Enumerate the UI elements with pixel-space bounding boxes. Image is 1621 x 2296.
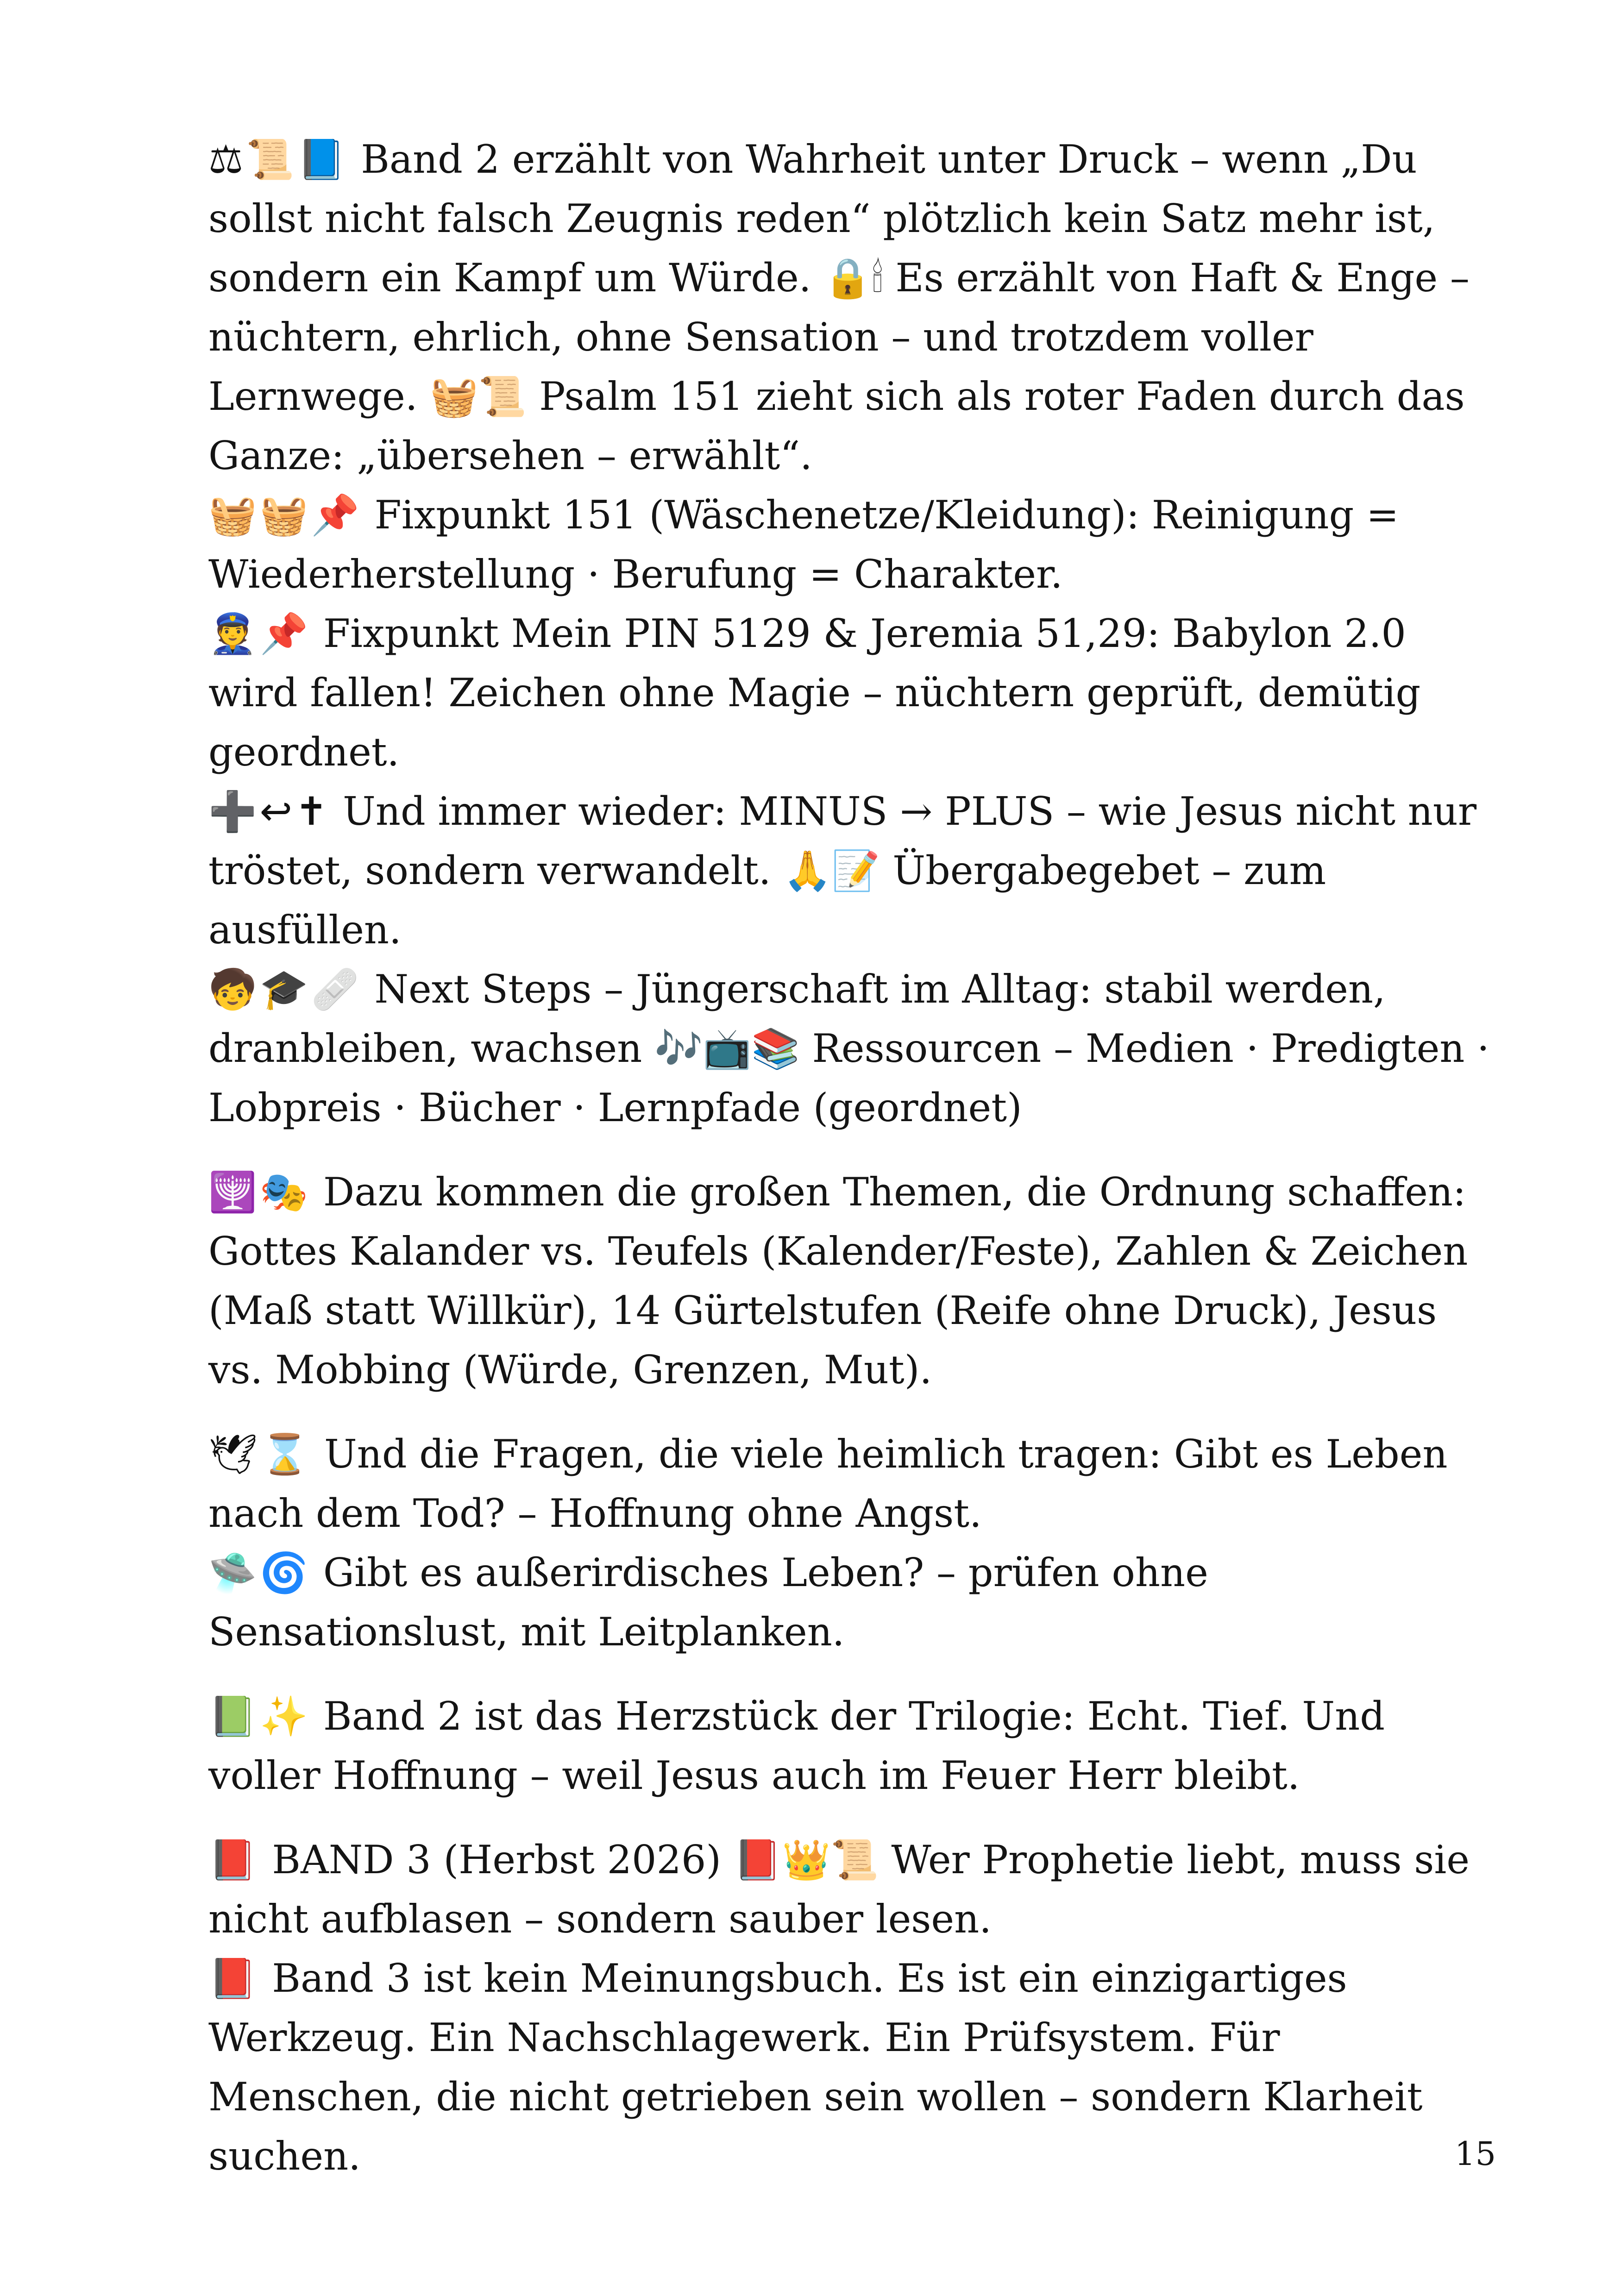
paragraph-text: Gibt es außerirdisches Leben? – prüfen ohne Sensationslust, mit Leitplanken.	[208, 1550, 1208, 1655]
paragraph-text: Band 3 ist kein Meinungsbuch. Es ist ein einzigartiges Werkzeug. Ein Nachschlagewerk. Ein Prüfsystem. Für Menschen, die nicht getrieben sein wollen – sondern Klarheit suchen.	[208, 1956, 1423, 2179]
paragraph-text: Next Steps – Jüngerschaft im Alltag: stabil werden, dranbleiben, wachsen 🎶📺📚 Ressourcen – Medien · Predigten · Lobpreis · Bücher · Lernpfade (geordnet)	[208, 966, 1489, 1130]
basket-pin-icons: 🧺🧺📌	[208, 492, 362, 538]
paragraph-text: Und die Fragen, die viele heimlich tragen: Gibt es Leben nach dem Tod? – Hoffnung ohne Angst.	[208, 1431, 1448, 1536]
paragraph-band3-intro	[208, 1830, 1496, 1949]
paragraph-text: Band 2 erzählt von Wahrheit unter Druck – wenn „Du sollst nicht falsch Zeugnis reden“ plötzlich kein Satz mehr ist, sondern ein Kampf um Würde. 🔒🕯 Es erzählt von Haft & Enge – nüchtern, ehrlich, ohne Sensation – und trotzdem voller Lernwege. 🧺📜 Psalm 151 zieht sich als roter Faden durch das Ganze: „übersehen – erwählt“.	[208, 137, 1470, 478]
paragraph-text: Fixpunkt 151 (Wäschenetze/Kleidung): Reinigung = Wiederherstellung · Berufung = Charakter.	[208, 492, 1399, 597]
page-number: 15	[1454, 2135, 1496, 2173]
page-content	[208, 130, 1496, 2186]
dove-hourglass-icons: 🕊⌛	[208, 1431, 312, 1477]
child-cap-bandage-icons: 🧒🎓🩹	[208, 966, 362, 1012]
menorah-masks-icons: 🕎🎭	[208, 1169, 311, 1215]
paragraph-fixpunkt-pin	[208, 604, 1496, 782]
paragraph-text: Und immer wieder: MINUS → PLUS – wie Jesus nicht nur tröstet, sondern verwandelt. 🙏📝 Übergabegebet – zum ausfüllen.	[208, 789, 1477, 953]
plus-return-cross-icons: ➕↩✝	[208, 789, 331, 834]
paragraph-text: Dazu kommen die großen Themen, die Ordnung schaffen: Gottes Kalander vs. Teufels (Kalender/Feste), Zahlen & Zeichen (Maß statt Willkür), 14 Gürtelstufen (Reife ohne Druck), Jesus vs. Mobbing (Würde, Grenzen, Mut).	[208, 1169, 1468, 1393]
paragraph-band3-werkzeug	[208, 1949, 1496, 2186]
paragraph-text: Band 2 ist das Herzstück der Trilogie: Echt. Tief. Und voller Hoffnung – weil Jesus auch im Feuer Herr bleibt.	[208, 1694, 1385, 1798]
scales-scroll-book-icons: ⚖📜📘	[208, 137, 349, 182]
ufo-spiral-icons: 🛸🌀	[208, 1550, 311, 1595]
paragraph-fixpunkt-151	[208, 485, 1496, 604]
paragraph-band2-intro	[208, 130, 1496, 485]
paragraph-herzstueck	[208, 1687, 1496, 1805]
book-sparkle-icons: 📗✨	[208, 1694, 311, 1739]
paragraph-next-steps	[208, 960, 1496, 1137]
guard-pin-icons: 👮📌	[208, 611, 311, 656]
paragraph-fragen	[208, 1424, 1496, 1543]
paragraph-minus-plus	[208, 782, 1496, 960]
paragraph-themen	[208, 1162, 1496, 1399]
book-icon: 📕	[208, 1956, 260, 2001]
paragraph-text: BAND 3 (Herbst 2026) 📕👑📜 Wer Prophetie liebt, muss sie nicht aufblasen – sondern sauber lesen.	[208, 1837, 1470, 1942]
paragraph-text: Fixpunkt Mein PIN 5129 & Jeremia 51,29: Babylon 2.0 wird fallen! Zeichen ohne Magie – nüchtern geprüft, demütig geordnet.	[208, 611, 1421, 775]
book-icon: 📕	[208, 1837, 260, 1882]
paragraph-ausserirdisch	[208, 1543, 1496, 1662]
